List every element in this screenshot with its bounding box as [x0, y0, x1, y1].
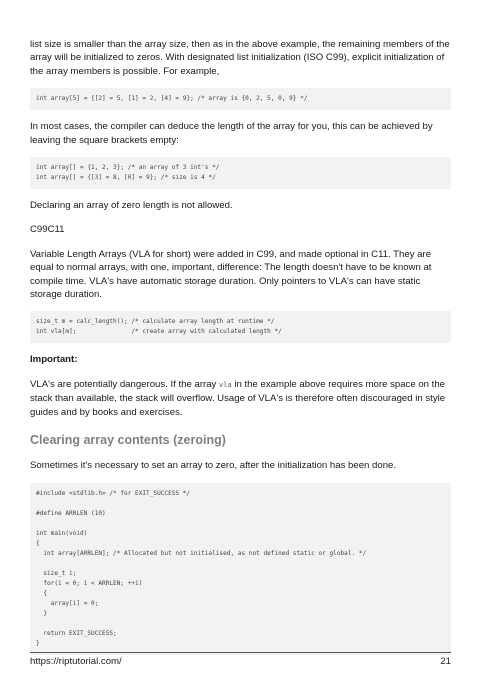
page-footer	[30, 652, 451, 667]
paragraph-deduce-length: In most cases, the compiler can deduce the length of the array for you, this can be achieved by leaving the square brackets empty:	[30, 121, 433, 146]
important-label: Important:	[30, 354, 78, 366]
paragraph-vla-danger	[30, 378, 451, 419]
footer-url[interactable]: https://riptutorial.com/	[30, 656, 122, 667]
section-heading: Clearing array contents (zeroing)	[30, 433, 226, 448]
code-block-zeroing: #include <stdlib.h> /* for EXIT_SUCCESS */ #define ARRLEN (10) int main(void) { int array[ARRLEN]; /* Allocated but not initialised, as not defined static or global. */ size_t i; for(i = 0; i < ARRLEN; ++i) { array[i] = 0; } return EXIT_SUCCESS; }	[30, 483, 451, 655]
vla-danger-text-start: VLA's are potentially dangerous. If the array	[30, 378, 220, 390]
paragraph-zero-length: Declaring an array of zero length is not allowed.	[30, 200, 233, 212]
paragraph-zeroing: Sometimes it's necessary to set an array to zero, after the initialization has been done.	[30, 460, 397, 472]
paragraph-designated-init: list size is smaller than the array size, then as in the above example, the remaining members of the array will be initialized to zeros. With designated list initialization (ISO C99), explicit initialization of the array members is possible. For example,	[30, 39, 450, 77]
code-block-designated-init: int array[5] = {[2] = 5, [1] = 2, [4] = 9}; /* array is {0, 2, 5, 0, 9} */	[30, 88, 451, 110]
page-content	[30, 38, 451, 655]
code-block-deduce-length: int array[] = {1, 2, 3}; /* an array of 3 int's */ int array[] = {[3] = 8, [0] = 9}; /* size is 4 */	[30, 157, 451, 189]
page-number: 21	[440, 656, 451, 667]
code-block-vla: size_t m = calc_length(); /* calculate array length at runtime */ int vla[m]; /* create array with calculated length */	[30, 311, 451, 343]
inline-code-vla: vla	[219, 380, 232, 389]
paragraph-vla: Variable Length Arrays (VLA for short) were added in C99, and made optional in C11. They are equal to normal arrays, with one, important, difference: The length doesn't have to be known at compile time. VLA's have automatic storage duration. Only pointers to VLA's can have static storage duration.	[30, 248, 432, 301]
vla-danger-text-end: in the example above requires more space on the stack than available, the stack will overflow. Usage of VLA's is therefore often discouraged in style guides and by books and exercises.	[30, 378, 446, 418]
version-label: C99C11	[30, 224, 65, 236]
